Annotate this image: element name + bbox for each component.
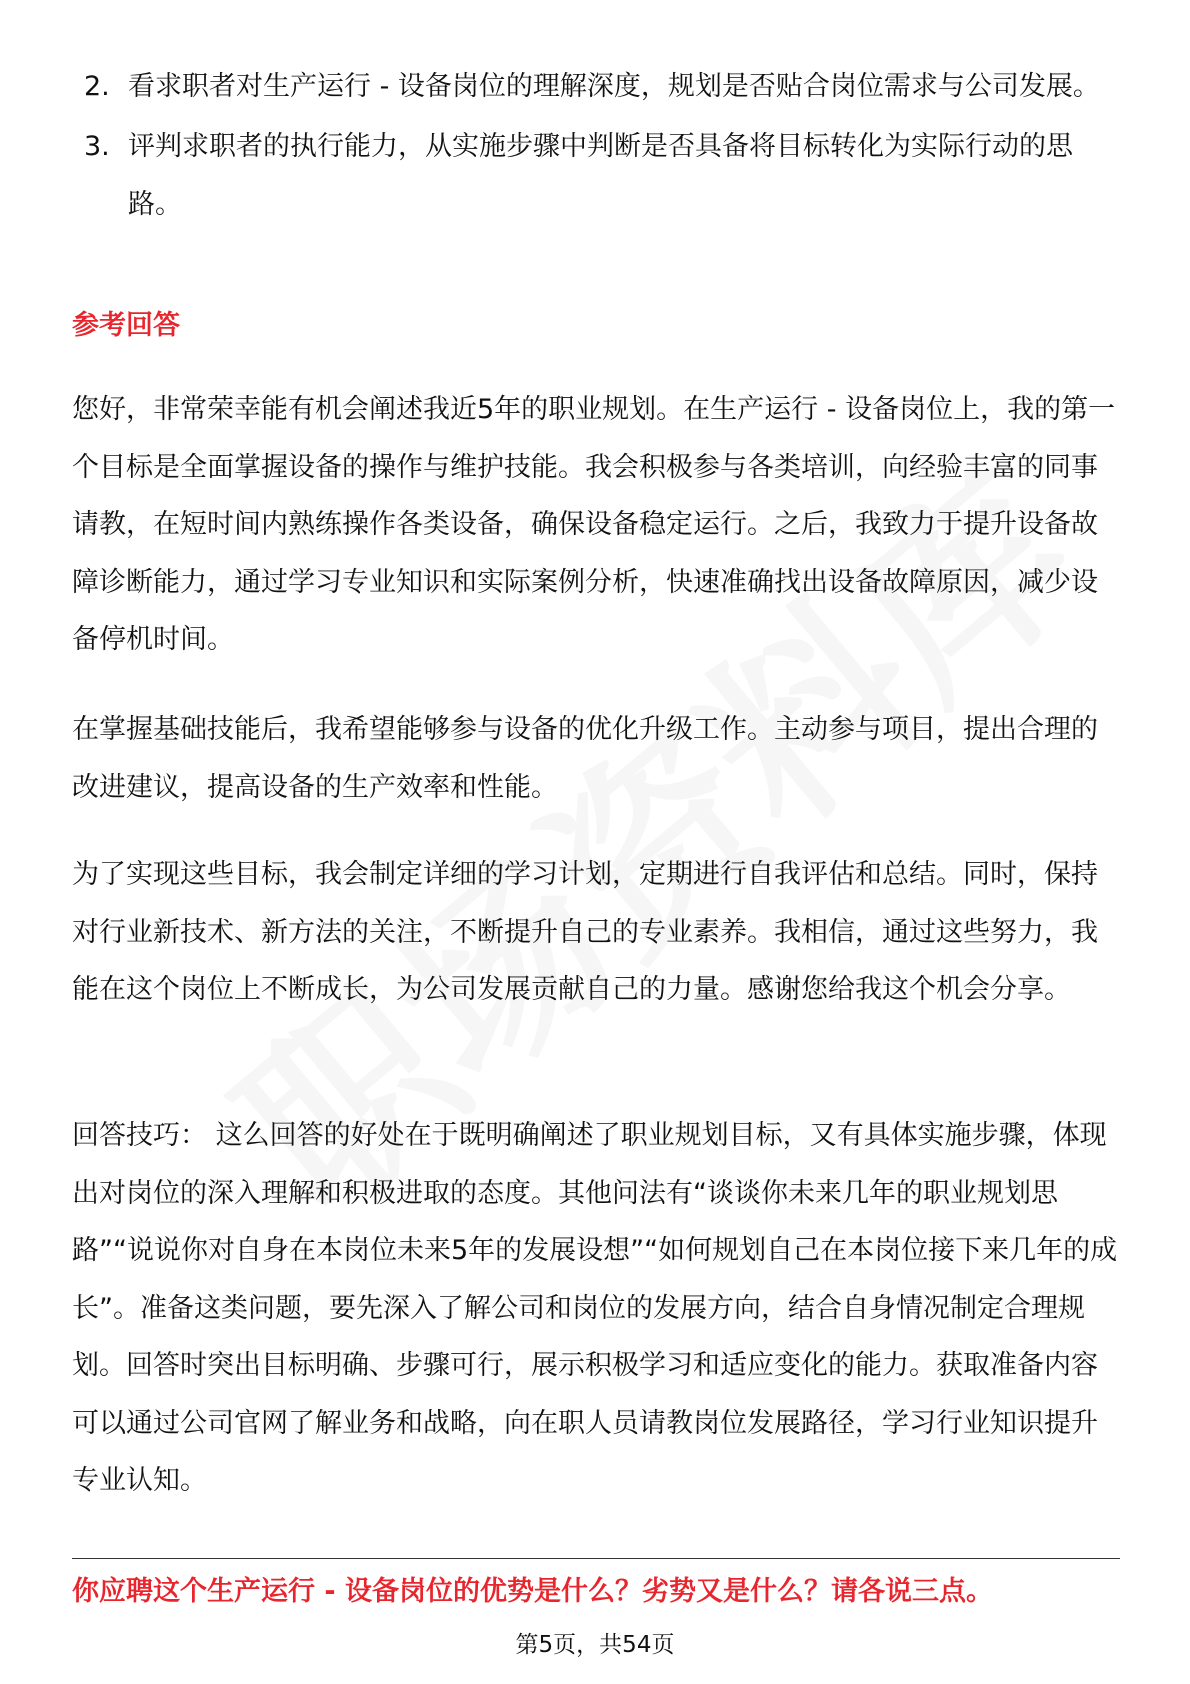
list-item [72, 118, 1122, 234]
list-item-number: 3. [84, 131, 110, 162]
section-heading: 参考回答 [72, 310, 180, 341]
list-item [72, 58, 1122, 116]
answer-tips-paragraph: 回答技巧： 这么回答的好处在于既明确阐述了职业规划目标，又有具体实施步骤，体现出对岗位的深入理解和积极进取的态度。其他问法有“谈谈你未来几年的职业规划思路”“说说你对自身在本岗位未来5年的发展设想”“如何规划自己在本岗位接下来几年的成长”。准备这类问题，要先深入了解公司和岗位的发展方向，结合自身情况制定合理规划。回答时突出目标明确、步骤可行，展示积极学习和适应变化的能力。获取准备内容可以通过公司官网了解业务和战略，向在职人员请教岗位发展路径，学习行业知识提升专业认知。 [72, 1120, 1118, 1496]
list-item-number: 2. [84, 71, 110, 102]
next-question: 你应聘这个生产运行 - 设备岗位的优势是什么？劣势又是什么？请各说三点。 [72, 1576, 994, 1607]
divider [72, 1558, 1120, 1559]
answer-paragraph-1: 您好，非常荣幸能有机会阐述我近5年的职业规划。在生产运行 - 设备岗位上，我的第一个目标是全面掌握设备的操作与维护技能。我会积极参与各类培训，向经验丰富的同事请教，在短时间内熟练操作各类设备，确保设备稳定运行。之后，我致力于提升设备故障诊断能力，通过学习专业知识和实际案例分析，快速准确找出设备故障原因，减少设备停机时间。 [72, 394, 1116, 655]
criteria-list [72, 58, 1122, 236]
list-item-text: 评判求职者的执行能力，从实施步骤中判断是否具备将目标转化为实际行动的思路。 [128, 131, 1073, 220]
list-item-text: 看求职者对生产运行 - 设备岗位的理解深度，规划是否贴合岗位需求与公司发展。 [128, 71, 1100, 102]
answer-paragraph-3: 为了实现这些目标，我会制定详细的学习计划，定期进行自我评估和总结。同时，保持对行业新技术、新方法的关注，不断提升自己的专业素养。我相信，通过这些努力，我能在这个岗位上不断成长，为公司发展贡献自己的力量。感谢您给我这个机会分享。 [72, 859, 1098, 1005]
page-number: 第5页，共54页 [515, 1632, 675, 1658]
answer-paragraph-2: 在掌握基础技能后，我希望能够参与设备的优化升级工作。主动参与项目，提出合理的改进建议，提高设备的生产效率和性能。 [72, 714, 1098, 803]
